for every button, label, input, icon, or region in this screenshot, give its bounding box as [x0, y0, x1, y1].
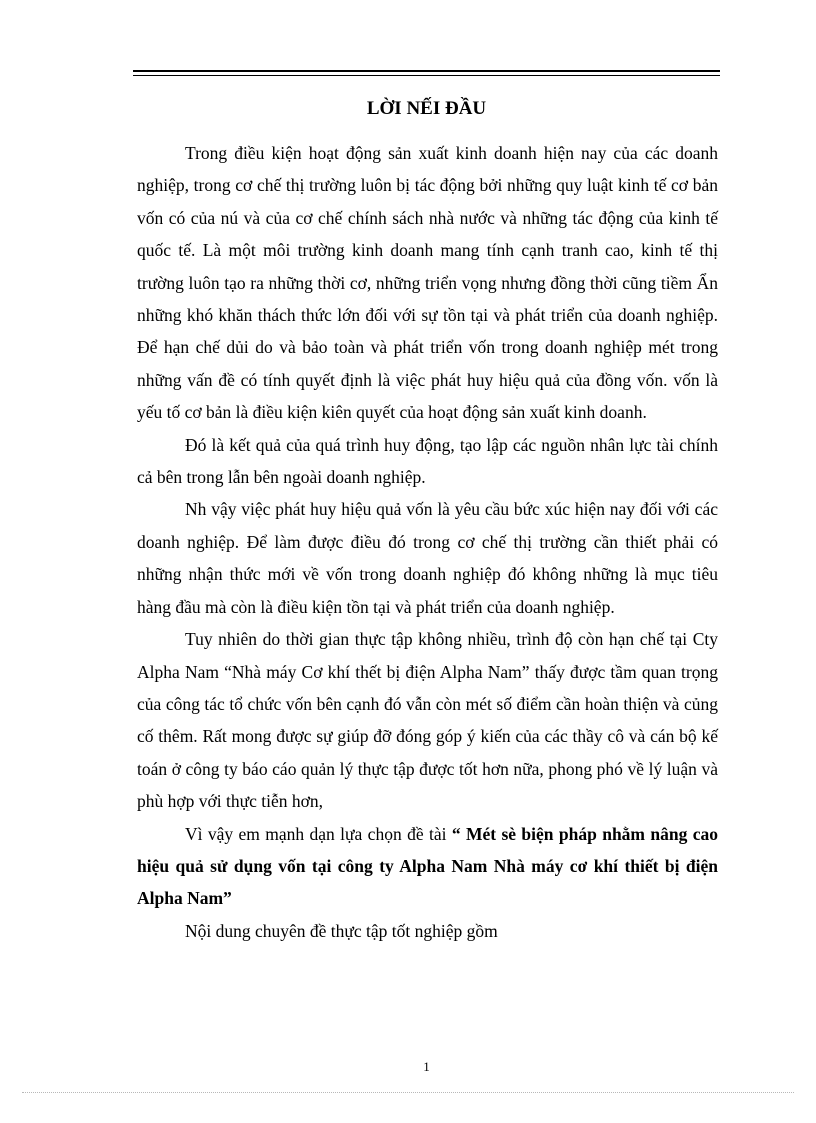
page-title: LỜI NẾI ĐẦU [366, 98, 487, 119]
document-body [137, 137, 718, 947]
paragraph-introduction: Trong điều kiện hoạt động sản xuất kinh doanh hiện nay của các doanh nghiệp, trong cơ chế thị trường luôn bị tác động bởi những quy luật kinh tế cơ bản vốn có của nú và của cơ chế chính sách nhà nước và những tác động của kinh tế quốc tế. Là một môi trường kinh doanh mang tính cạnh tranh cao, kinh tế thị trường luôn tạo ra những thời cơ, những triển vọng nhưng đồng thời cũng tiềm Ẩn những khó khăn thách thức lớn đối với sự tồn tại và phát triển của doanh nghiệp. Để hạn chế dủi do và bảo toàn và phát triển vốn trong doanh nghiệp mét trong những vấn đề có tính quyết định là việc phát huy hiệu quả của đồng vốn. vốn là yếu tố cơ bản là điều kiện kiên quyết của hoạt động sản xuất kinh doanh. [137, 143, 718, 423]
paragraph-internship-context: Tuy nhiên do thời gian thực tập không nhiều, trình độ còn hạn chế tại Cty Alpha Nam “Nhà máy Cơ khí thết bị điện Alpha Nam” thấy được tầm quan trọng của công tác tổ chức vốn bên cạnh đó vẫn còn mét số điểm cần hoàn thiện và củng cố thêm. Rất mong được sự giúp đỡ đóng góp ý kiến của các thầy cô và cán bộ kế toán ở công ty báo cáo quản lý thực tập được tốt hơn nữa, phong phó về lý luận và phù hợp với thực tiễn hơn, [137, 629, 718, 812]
page-number: 1 [423, 1059, 430, 1074]
paragraph-capital-sources: Đó là kết quả của quá trình huy động, tạo lập các nguồn nhân lực tài chính cả bên trong lẫn bên ngoài doanh nghiệp. [137, 434, 718, 488]
paragraph-contents-intro: Nội dung chuyên đề thực tập tốt nghiệp gồm [185, 920, 498, 941]
page-break-line [22, 1092, 794, 1093]
topic-lead-text: Vì vậy em mạnh dạn lựa chọn đề tài [185, 823, 452, 844]
topic-title: “ Mét sè biện pháp nhằm nâng cao hiệu quả sử dụng vốn tại công ty Alpha Nam Nhà máy cơ khí thiết bị điện Alpha Nam” [137, 823, 718, 909]
header-double-rule [133, 70, 720, 76]
paragraph-topic-selection [137, 818, 718, 915]
paragraph-capital-efficiency: Nh vậy việc phát huy hiệu quả vốn là yêu cầu bức xúc hiện nay đối với các doanh nghiệp. Để làm được điều đó trong cơ chế thị trường cần thiết phải có những nhận thức mới về vốn trong doanh nghiệp đó không những là mục tiêu hàng đầu mà còn là điều kiện tồn tại và phát triển của doanh nghiệp. [137, 499, 718, 617]
